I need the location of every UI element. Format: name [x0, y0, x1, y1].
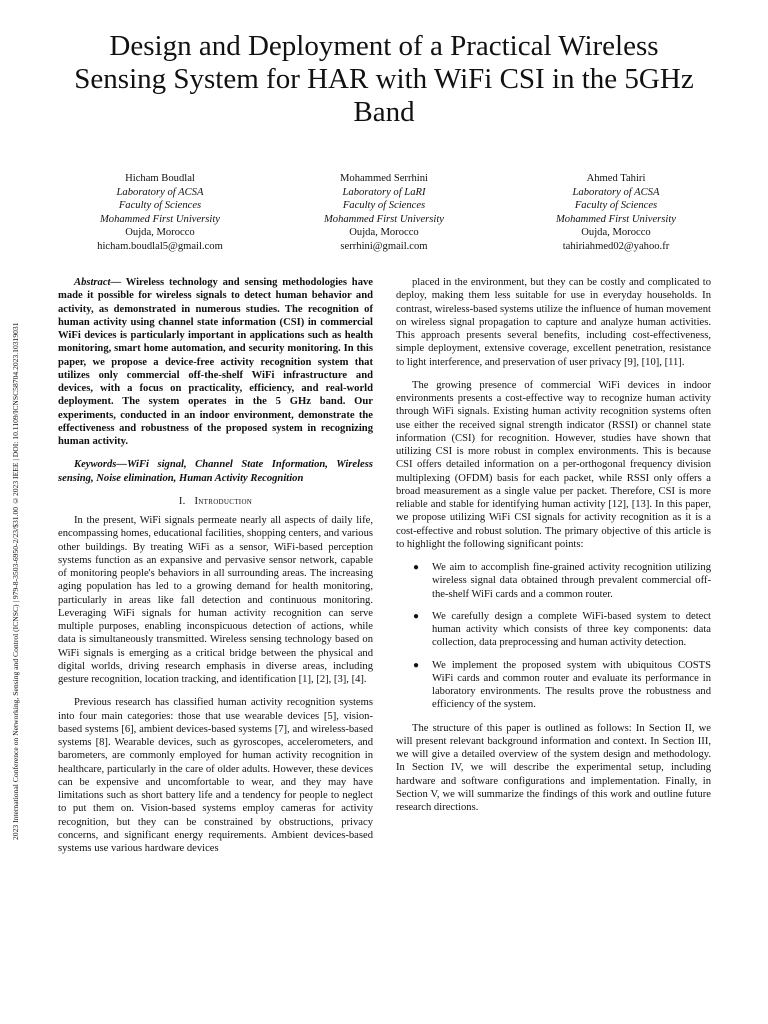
author-email: serrhini@gmail.com: [340, 240, 428, 252]
abstract-paragraph: [58, 276, 373, 448]
abstract-label: Abstract: [74, 277, 111, 288]
section-number: I.: [178, 495, 186, 507]
body-paragraph: The growing presence of commercial WiFi devices in indoor environments presents a cost-effective way to recognize human activity through WiFi signals. Existing human activity recognition systems often use either the received signal strength indicator (RSSI) or channel state information (CSI) for recognition. However, studies have shown that utilizing CSI is more robust in complex environments. This is because CSI offers detailed information on a per-orthogonal frequency division multiplexing (OFDM) basis for each packet, while RSSI only offers a broad measurement as a single value per packet. Therefore, CSI is more reliable and stable for identifying human activity [12], [13]. In this paper, we propose utilizing WiFi CSI signals for activity recognition as it is a cost-effective and robust solution. The primary objective of this article is to highlight the following significant points:: [396, 379, 711, 550]
author-lab: Laboratory of LaRI: [342, 186, 426, 198]
contribution-list: [396, 561, 711, 712]
author-name: Hicham Boudlal: [125, 173, 195, 184]
body-paragraph: The structure of this paper is outlined as follows: In Section II, we will present relevant background information and context. In Section III, we will give a detailed overview of the system design and methodology. In Section IV, we will describe the experimental setup, including hardware and software configurations and implementation. Finally, in Section V, we will summarize the findings of this work and outline future research directions.: [396, 722, 711, 813]
body-paragraph: In the present, WiFi signals permeate nearly all aspects of daily life, encompassing homes, educational facilities, shopping centers, and various other buildings. By treating WiFi as a sensor, WiFi-based perception systems function as an expansive and pervasive sensor network, capable of monitoring people's behaviors in all surrounding areas. The increasing aging population has led to a growing demand for health monitoring, particularly in areas like fall detection and continuous monitoring. Leveraging WiFi signals for human activity recognition can serve multiple purposes, enabling inconspicuous detection of actions, while data is simultaneously transmitted. Wireless sensing technology based on WiFi signals is emerging as a critical bridge between the physical and digital worlds, driving research emphasis in diverse areas, including gesture recognition, location tracking, and identification [1], [2], [3], [4].: [58, 515, 373, 685]
author-lab: Laboratory of ACSA: [572, 186, 660, 198]
author-university: Mohammed First University: [99, 213, 221, 225]
paper-title: Design and Deployment of a Practical Wireless Sensing System for HAR with WiFi CSI in the 5GHz Band: [74, 30, 694, 128]
author-block-1: [60, 172, 260, 253]
author-name: Ahmed Tahiri: [586, 173, 646, 184]
list-item-text: We implement the proposed system with ubiquitous COSTS WiFi cards and common router and evaluate its performance in laboratory environments. The results prove the robustness and efficiency of the system.: [432, 659, 711, 711]
section-heading: [58, 495, 373, 508]
author-faculty: Faculty of Sciences: [574, 200, 658, 211]
author-email: hicham.boudlal5@gmail.com: [97, 240, 223, 252]
list-item: [413, 610, 711, 650]
author-lab: Laboratory of ACSA: [116, 186, 204, 198]
keywords-paragraph: Keywords—WiFi signal, Channel State Information, Wireless sensing, Noise elimination, Human Activity Recognition: [58, 459, 373, 484]
bullet-icon: ●: [413, 610, 420, 622]
body-paragraph: Previous research has classified human activity recognition systems into four main categories: those that use wearable devices [5], vision-based systems [6], ambient devices-based systems [7], and wireless-based systems [8]. Wearable devices, such as gyroscopes, accelerometers, and barometers, are commonly employed for human activity recognition in healthcare, particularly in the care of older adults. However, these devices can be expensive and uncomfortable to wear, and they may have limitations such as short battery life and a tendency for people to neglect to put them on. Vision-based systems employ cameras for activity recognition, but they can be constrained by obstructions, privacy concerns, and significant energy requirements. Ambient devices-based systems use various hardware devices: [58, 697, 373, 854]
author-faculty: Faculty of Sciences: [342, 200, 426, 211]
list-item: [413, 659, 711, 712]
conference-doi-sidebar: 2023 International Conference on Networking, Sensing and Control (ICNSC) | 979-8-3503-6950-2/23/$31.00 ©2023 IEEE | DOI: 10.1109/ICNSC58704.2023.10319031: [11, 322, 20, 840]
author-email: tahiriahmed02@yahoo.fr: [562, 240, 670, 252]
author-name: Mohammed Serrhini: [340, 173, 428, 184]
author-block-2: [284, 172, 484, 253]
abstract-text: — Wireless technology and sensing methodologies have made it possible for wireless signals to detect human behavior and activity, as demonstrated in numerous studies. The recognition of human activity using channel state information (CSI) in commercial WiFi devices is particularly important in applications such as health monitoring, smart home automation, and security monitoring. In this paper, we propose a device-free activity recognition system that utilizes only commercial off-the-shelf WiFi infrastructure and devices, with a focus on practicality, efficiency, and real-world deployment. The system operates in the 5 GHz band. Our experiments, conducted in an indoor environment, demonstrate the effectiveness and robustness of the proposed system in recognizing human activity.: [58, 277, 373, 447]
body-paragraph: placed in the environment, but they can be costly and complicated to deploy, making them less suitable for use in everyday households. In contrast, wireless-based systems utilize the influence of human movement on wireless signal propagation to capture and analyze human activities. This approach presents several benefits, including cost-effectiveness, simple deployment, extensive coverage, excellent penetration, resistance to light interference, and preservation of user privacy [9], [10], [11].: [396, 277, 711, 368]
author-city: Oujda, Morocco: [125, 227, 195, 238]
right-column: [396, 276, 711, 824]
author-city: Oujda, Morocco: [581, 227, 651, 238]
author-block-3: [516, 172, 716, 253]
list-item-text: We aim to accomplish fine-grained activity recognition utilizing wireless signal data obtained through prevalent commercial off-the-shelf WiFi cards and a common router.: [432, 562, 711, 600]
list-item-text: We carefully design a complete WiFi-based system to detect human activity which consists of three key components: data collection, data preprocessing and human activity detection.: [432, 610, 711, 649]
bullet-icon: ●: [413, 562, 420, 573]
section-title: Introduction: [194, 495, 253, 507]
author-university: Mohammed First University: [323, 213, 445, 225]
author-faculty: Faculty of Sciences: [118, 200, 202, 211]
bullet-icon: ●: [413, 659, 420, 671]
list-item: [413, 561, 711, 601]
author-city: Oujda, Morocco: [349, 227, 419, 238]
left-column: [58, 276, 373, 865]
author-university: Mohammed First University: [555, 213, 677, 225]
